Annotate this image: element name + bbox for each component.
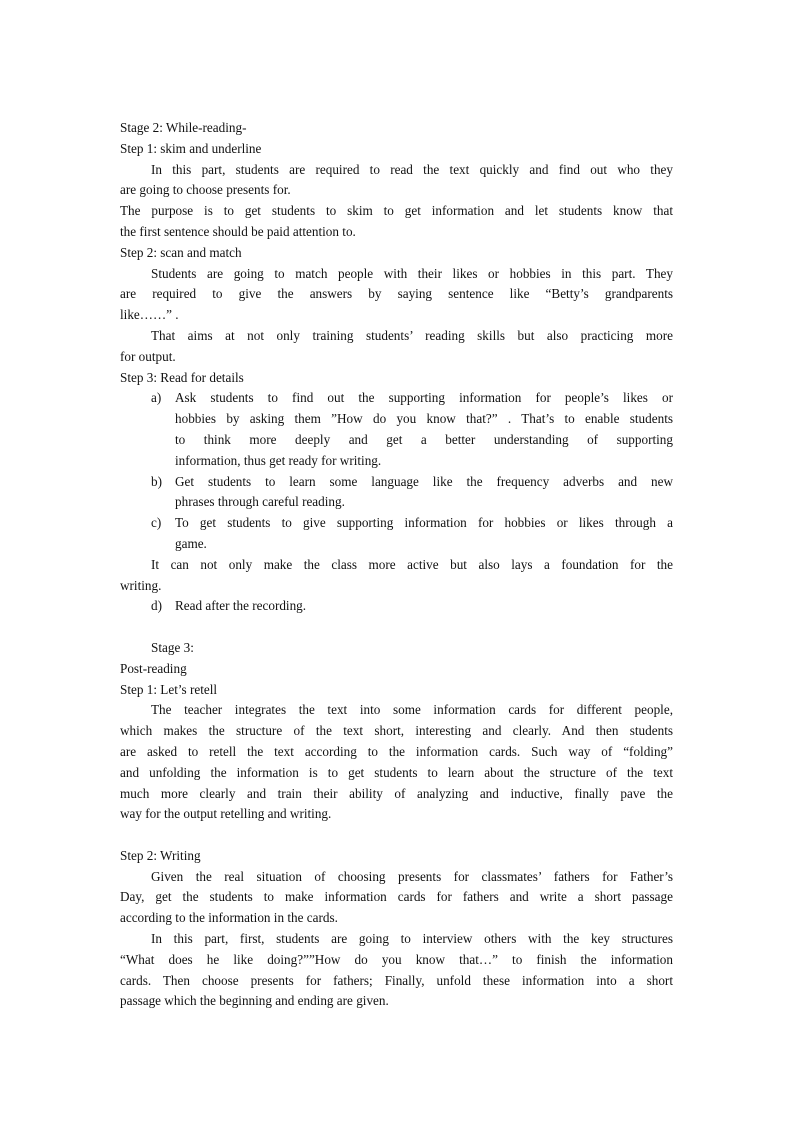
paragraph-line: are asked to retell the text according to the information cards. Such way of “folding” bbox=[120, 743, 673, 759]
list-item-line: To get students to give supporting information for hobbies or likes through a bbox=[175, 515, 673, 531]
blank-line bbox=[120, 825, 673, 846]
step3-heading: Step 3: Read for details bbox=[120, 369, 244, 385]
list-item-line: phrases through careful reading. bbox=[175, 494, 345, 510]
paragraph-line: much more clearly and train their ability of analyzing and inductive, finally pave the bbox=[120, 785, 673, 801]
paragraph-line: are required to give the answers by saying sentence like “Betty’s grandparents bbox=[120, 286, 673, 302]
paragraph-line: are going to choose presents for. bbox=[120, 182, 291, 198]
paragraph-line: passage which the beginning and ending are given. bbox=[120, 993, 389, 1009]
blank-line bbox=[120, 617, 673, 638]
list-item-line: to think more deeply and get a better understanding of supporting bbox=[175, 431, 673, 447]
list-marker: c) bbox=[151, 515, 162, 531]
stage3-subtitle: Post-reading bbox=[120, 660, 187, 676]
document-page bbox=[120, 118, 673, 1012]
paragraph-line: cards. Then choose presents for fathers; Finally, unfold these information into a short bbox=[120, 972, 673, 988]
list-item-a bbox=[120, 388, 673, 471]
list-item-line: game. bbox=[175, 535, 207, 551]
paragraph-line: Given the real situation of choosing presents for classmates’ fathers for Father’s bbox=[151, 868, 673, 884]
paragraph-line: “What does he like doing?””How do you know that…” to finish the information bbox=[120, 951, 673, 967]
list-item-line: Get students to learn some language like the frequency adverbs and new bbox=[175, 473, 673, 489]
paragraph-line: way for the output retelling and writing. bbox=[120, 806, 332, 822]
step1-heading: Step 1: skim and underline bbox=[120, 140, 262, 156]
paragraph-line: and unfolding the information is to get students to learn about the structure of the text bbox=[120, 764, 673, 780]
paragraph-line: which makes the structure of the text short, interesting and clearly. And then students bbox=[120, 723, 673, 739]
list-item-c bbox=[120, 513, 673, 555]
paragraph-line: That aims at not only training students’ reading skills but also practicing more bbox=[151, 327, 673, 343]
list-item-line: Ask students to find out the supporting information for people’s likes or bbox=[175, 390, 673, 406]
paragraph-line: It can not only make the class more active but also lays a foundation for the bbox=[151, 556, 673, 572]
list-item-line: Read after the recording. bbox=[175, 598, 307, 614]
paragraph-line: Day, get the students to make information cards for fathers and write a short passage bbox=[120, 889, 673, 905]
list-marker: b) bbox=[151, 473, 162, 489]
paragraph-line: The purpose is to get students to skim to get information and let students know that bbox=[120, 203, 673, 219]
paragraph-line: writing. bbox=[120, 577, 162, 593]
stage3-title: Stage 3: bbox=[151, 639, 194, 655]
list-item-b bbox=[120, 472, 673, 514]
list-marker: d) bbox=[151, 598, 162, 614]
paragraph-line: the first sentence should be paid attention to. bbox=[120, 223, 356, 239]
stage2-title: Stage 2: While-reading- bbox=[120, 120, 247, 135]
list-item-line: information, thus get ready for writing. bbox=[175, 452, 382, 468]
paragraph-line: for output. bbox=[120, 348, 176, 364]
paragraph-line: In this part, first, students are going to interview others with the key structures bbox=[151, 931, 673, 947]
list-marker: a) bbox=[151, 390, 162, 406]
paragraph-line: according to the information in the cards. bbox=[120, 910, 338, 926]
step2-heading: Step 2: scan and match bbox=[120, 244, 242, 260]
paragraph-line: like……” . bbox=[120, 307, 179, 323]
step1-heading: Step 1: Let’s retell bbox=[120, 681, 218, 697]
list-item-d bbox=[120, 596, 673, 617]
list-item-line: hobbies by asking them ”How do you know that?” . That’s to enable students bbox=[175, 411, 673, 427]
step2-heading: Step 2: Writing bbox=[120, 847, 201, 863]
paragraph-line: The teacher integrates the text into some information cards for different people, bbox=[151, 702, 673, 718]
paragraph-line: Students are going to match people with their likes or hobbies in this part. They bbox=[151, 265, 673, 281]
paragraph-line: In this part, students are required to read the text quickly and find out who they bbox=[151, 161, 673, 177]
